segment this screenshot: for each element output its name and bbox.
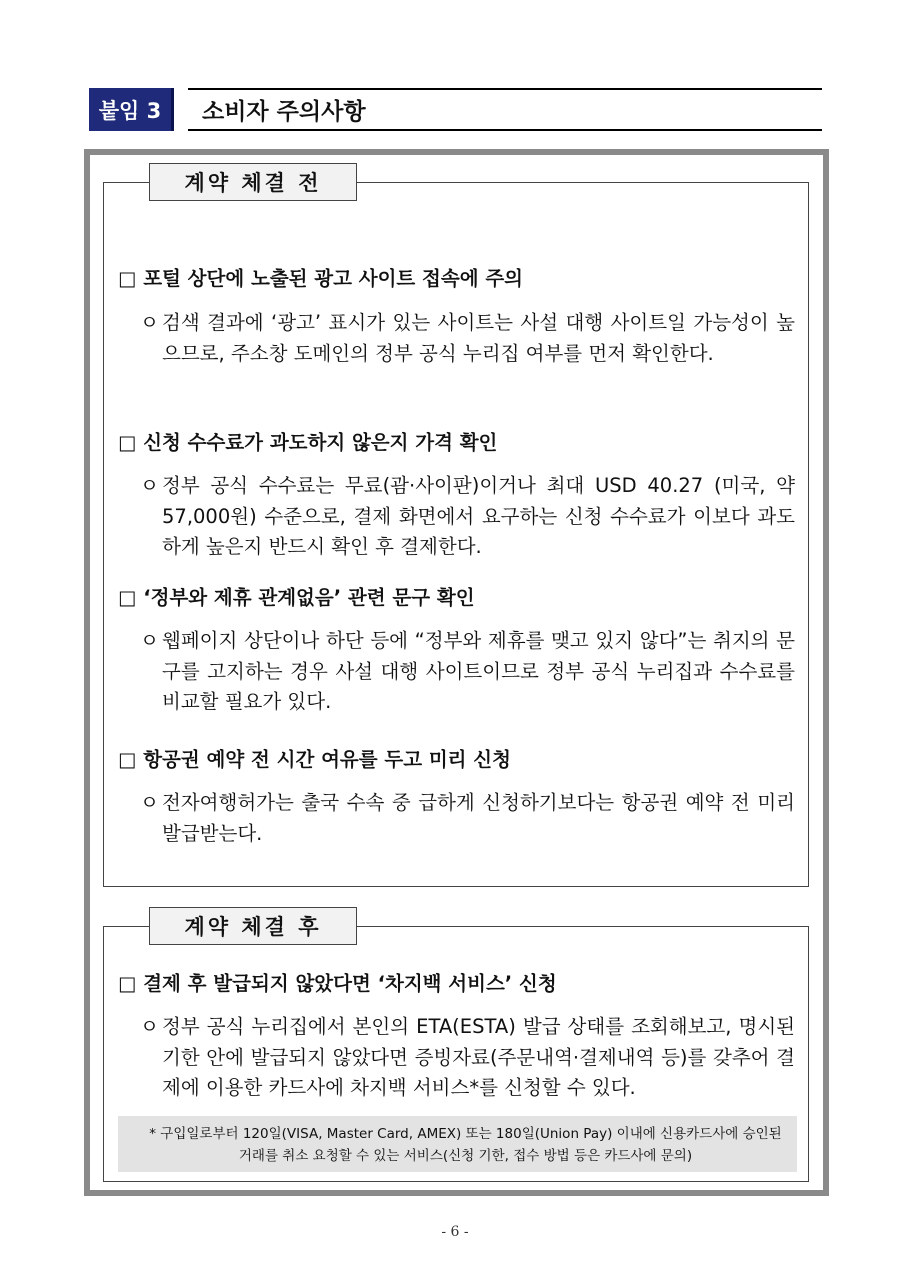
footnote-box: * 구입일로부터 120일(VISA, Master Card, AMEX) 또는 180일(Union Pay) 이내에 신용카드사에 승인된 거래를 취소 요청할 수 있는 서비스(신청 기한, 접수 방법 등은 카드사에 문의) [118,1116,797,1172]
bullet-item [140,626,795,718]
bullet-marker: ㅇ [140,1015,159,1038]
section-label-after: 계약 체결 후 [149,907,357,945]
bullet-text: 정부 공식 누리집에서 본인의 ETA(ESTA) 발급 상태를 조회해보고, 명시된 기한 안에 발급되지 않았다면 증빙자료(주문내역·결제내역 등)를 갖추어 결제에 이용한 카드사에 차지백 서비스*를 신청할 수 있다. [162,1015,795,1099]
bullet-marker: ㅇ [140,474,159,497]
section-heading: □ 신청 수수료가 과도하지 않은지 가격 확인 [118,431,498,454]
section-heading: □ ‘정부와 제휴 관계없음’ 관련 문구 확인 [118,586,475,609]
bullet-text: 정부 공식 수수료는 무료(괌·사이판)이거나 최대 USD 40.27 (미국, 약 57,000원) 수준으로, 결제 화면에서 요구하는 신청 수수료가 이보다 과도하게 높은지 반드시 확인 후 결제한다. [162,474,795,558]
bullet-item [140,471,795,563]
bullet-item [140,1012,795,1104]
section-heading: □ 항공권 예약 전 시간 여유를 두고 미리 신청 [118,748,511,771]
bullet-text: 검색 결과에 ‘광고’ 표시가 있는 사이트는 사설 대행 사이트일 가능성이 높으므로, 주소창 도메인의 정부 공식 누리집 여부를 먼저 확인한다. [162,311,795,365]
bullet-marker: ㅇ [140,311,159,334]
bullet-marker: ㅇ [140,629,159,652]
page-number: - 6 - [441,1224,469,1240]
appendix-badge: 붙임 3 [89,88,174,131]
bullet-item [140,788,795,849]
bullet-text: 웹페이지 상단이나 하단 등에 “정부와 제휴를 맺고 있지 않다”는 취지의 문구를 고지하는 경우 사설 대행 사이트이므로 정부 공식 누리집과 수수료를 비교할 필요가 있다. [162,629,795,713]
bullet-marker: ㅇ [140,791,159,814]
page-title: 소비자 주의사항 [188,88,822,131]
section-label-before: 계약 체결 전 [149,163,357,201]
section-heading: □ 포털 상단에 노출된 광고 사이트 접속에 주의 [118,267,524,290]
bullet-text: 전자여행허가는 출국 수속 중 급하게 신청하기보다는 항공권 예약 전 미리 발급받는다. [162,791,795,845]
bullet-item [140,308,795,369]
section-heading: □ 결제 후 발급되지 않았다면 ‘차지백 서비스’ 신청 [118,972,557,995]
